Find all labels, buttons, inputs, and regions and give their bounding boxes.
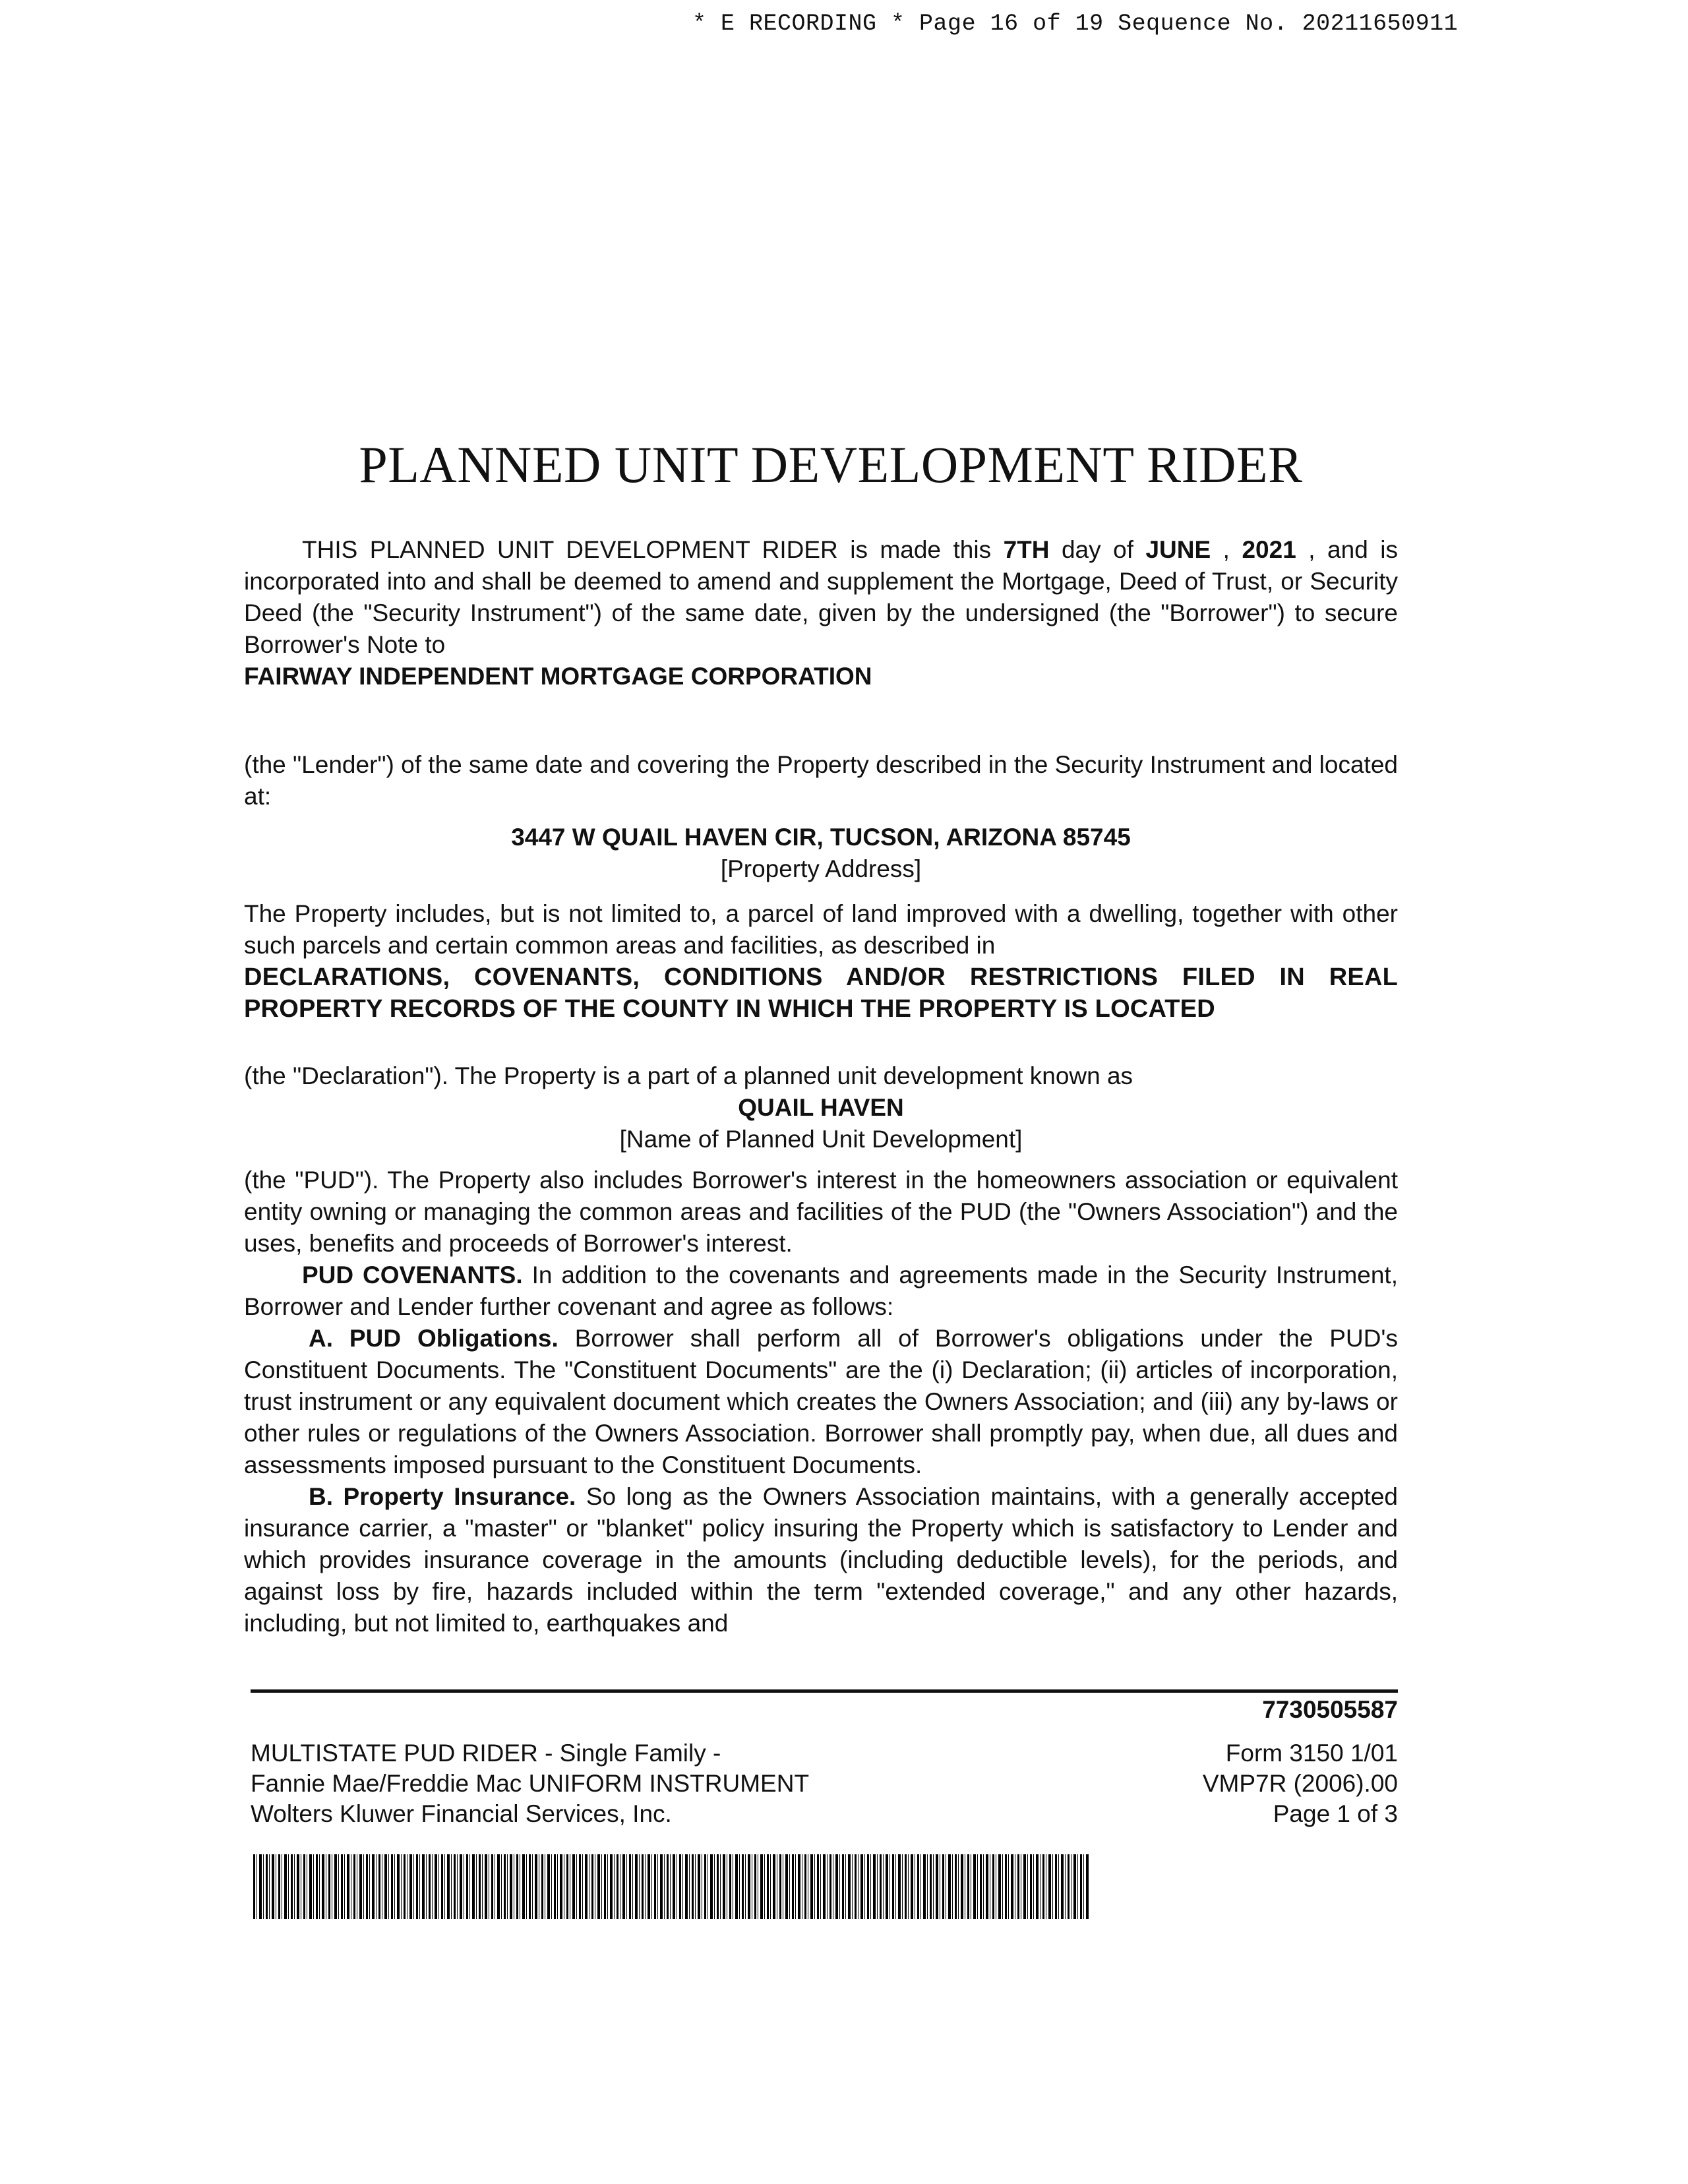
footer-rule xyxy=(251,1689,1398,1693)
declarations-text: DECLARATIONS, COVENANTS, CONDITIONS AND/OR RESTRICTIONS FILED IN REAL PROPERTY RECORDS OF THE COUNTY IN WHICH THE PROPERTY IS LOCATED xyxy=(244,963,1398,1023)
loan-number: 7730505587 xyxy=(1262,1696,1398,1723)
footer-left xyxy=(251,1738,809,1829)
intro-year: 2021 xyxy=(1242,536,1296,563)
section-a-paragraph xyxy=(244,1323,1398,1481)
footer-vmp-code: VMP7R (2006).00 xyxy=(1202,1770,1398,1797)
lender-block xyxy=(244,749,1398,1025)
footer-page-number: Page 1 of 3 xyxy=(1273,1800,1398,1827)
barcode-graphic xyxy=(253,1854,1089,1919)
footer-right xyxy=(1203,1738,1398,1829)
intro-block xyxy=(244,534,1398,692)
section-a-heading: A. PUD Obligations. xyxy=(309,1325,558,1352)
footer-publisher: Wolters Kluwer Financial Services, Inc. xyxy=(251,1800,672,1827)
intro-day: 7TH xyxy=(1003,536,1050,563)
declaration-paragraph: (the "Declaration"). The Property is a part of a planned unit development known as xyxy=(244,1062,1133,1089)
intro-text-3: , xyxy=(1211,536,1242,563)
section-a-text: Borrower shall perform all of Borrower's obligations under the PUD's Constituent Documents. The "Constituent Documents" are the (i) Declaration; (ii) articles of incorporation, trust instrument or any equivalent document which creates the Owners Association; and (iii) any by-laws or other rules or regulations of the Owners Association. Borrower shall promptly pay, when due, all dues and assessments imposed pursuant to the Constituent Documents. xyxy=(244,1325,1398,1478)
footer-form-title: MULTISTATE PUD RIDER - Single Family - xyxy=(251,1740,721,1767)
pud-name: QUAIL HAVEN xyxy=(738,1094,904,1121)
intro-text-2: day of xyxy=(1049,536,1146,563)
pud-name-label: [Name of Planned Unit Development] xyxy=(619,1126,1023,1153)
lender-paragraph: (the "Lender") of the same date and covering the Property described in the Security Instrument and located at: xyxy=(244,751,1398,810)
lender-name: FAIRWAY INDEPENDENT MORTGAGE CORPORATION xyxy=(244,663,872,690)
pud-paragraph: (the "PUD"). The Property also includes Borrower's interest in the homeowners association or equivalent entity owning or managing the common areas and facilities of the PUD (the "Owners Association") and the uses, benefits and proceeds of Borrower's interest. xyxy=(244,1167,1398,1257)
covenants-heading: PUD COVENANTS. xyxy=(302,1261,523,1289)
intro-text-4: , and is incorporated into and shall be deemed to amend and supplement the Mortgage, Deed of Trust, or Security Deed (the "Security Instrument") of the same date, given by the undersigned (the "Borrower") to secure Borrower's Note to xyxy=(244,536,1398,658)
recording-header: * E RECORDING * Page 16 of 19 Sequence No. 20211650911 xyxy=(692,11,1459,37)
section-b-paragraph xyxy=(244,1481,1398,1639)
intro-paragraph xyxy=(244,534,1398,661)
section-b-text: So long as the Owners Association maintains, with a generally accepted insurance carrier, a "master" or "blanket" policy insuring the Property which is satisfactory to Lender and which provides insurance coverage in the amounts (including deductible levels), for the periods, and against loss by fire, hazards included within the term "extended coverage," and any other hazards, including, but not limited to, earthquakes and xyxy=(244,1483,1398,1637)
covenants-text: In addition to the covenants and agreements made in the Security Instrument, Borrower and Lender further covenant and agree as follows: xyxy=(244,1261,1398,1320)
section-b-heading: B. Property Insurance. xyxy=(309,1483,576,1510)
covenants-paragraph xyxy=(244,1259,1398,1323)
footer-form-number: Form 3150 1/01 xyxy=(1225,1740,1398,1767)
declaration-block xyxy=(244,1060,1398,1639)
property-address-label: [Property Address] xyxy=(720,855,922,882)
property-includes-paragraph: The Property includes, but is not limited to, a parcel of land improved with a dwelling, together with other such parcels and certain common areas and facilities, as described in xyxy=(244,900,1398,959)
property-address: 3447 W QUAIL HAVEN CIR, TUCSON, ARIZONA 85745 xyxy=(511,824,1131,851)
intro-text-1: THIS PLANNED UNIT DEVELOPMENT RIDER is made this xyxy=(302,536,1004,563)
footer-instrument: Fannie Mae/Freddie Mac UNIFORM INSTRUMENT xyxy=(251,1770,810,1797)
page-title: PLANNED UNIT DEVELOPMENT RIDER xyxy=(359,436,1303,493)
intro-month: JUNE xyxy=(1145,536,1211,563)
